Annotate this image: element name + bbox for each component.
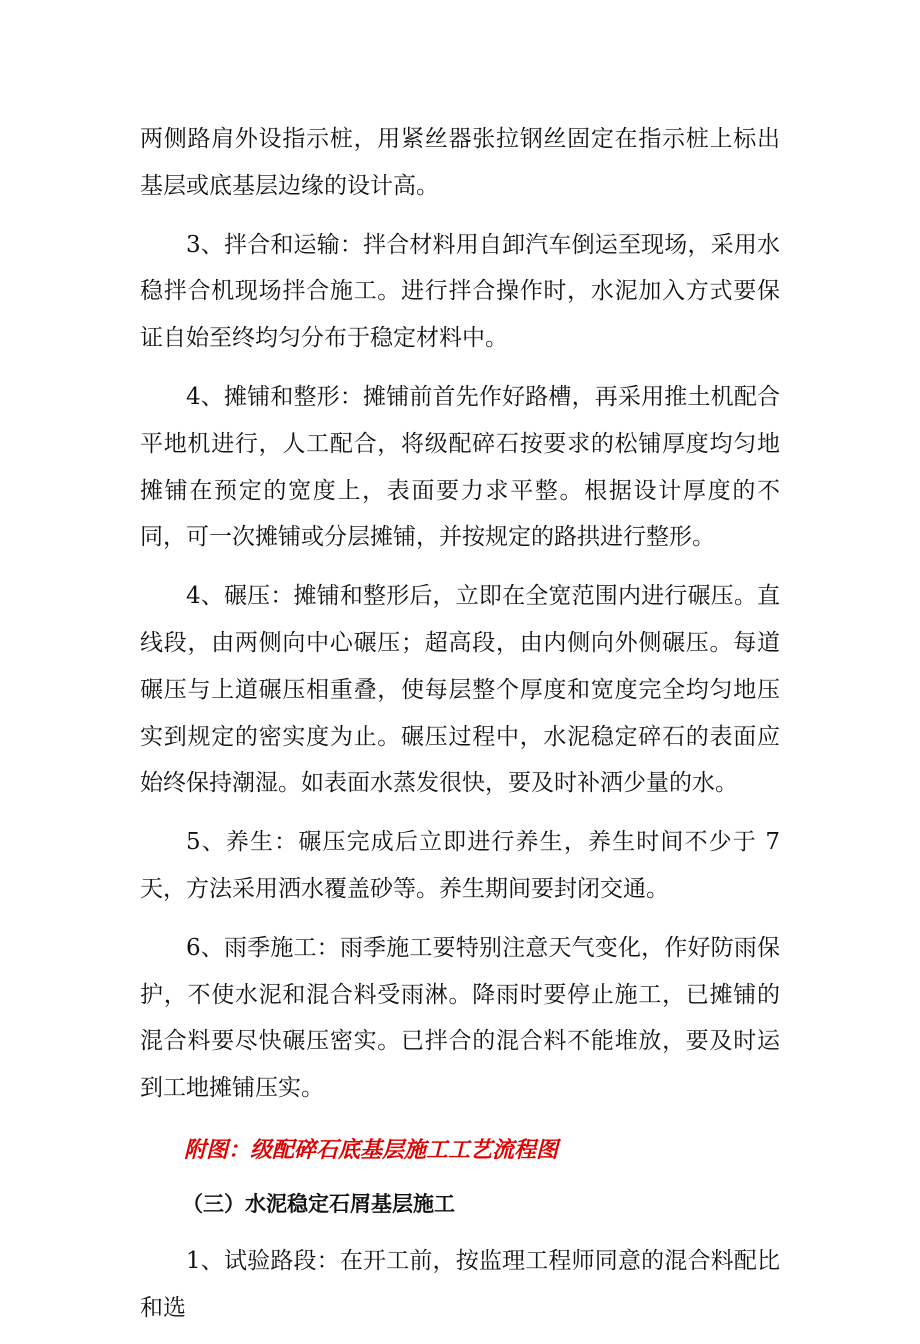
- paragraph-rolling: 4、碾压：摊铺和整形后，立即在全宽范围内进行碾压。直线段，由两侧向中心碾压；超高段，由内侧向外侧碾压。每道碾压与上道碾压相重叠，使每层整个厚度和宽度完全均匀地压实到规定的密实度为止。碾压过程中，水泥稳定碎石的表面应始终保持潮湿。如表面水蒸发很快，要及时补洒少量的水。: [140, 583, 780, 797]
- paragraph-curing: 5、养生：碾压完成后立即进行养生，养生时间不少于 7 天，方法采用洒水覆盖砂等。养生期间要封闭交通。: [140, 829, 780, 902]
- section-heading: （三）水泥稳定石屑基层施工: [182, 1191, 455, 1216]
- paragraph-spreading-shaping: 4、摊铺和整形：摊铺前首先作好路槽，再采用推土机配合平地机进行，人工配合，将级配碎石按要求的松铺厚度均匀地摊铺在预定的宽度上，表面要力求平整。根据设计厚度的不同，可一次摊铺或分层摊铺，并按规定的路拱进行整形。: [140, 383, 780, 551]
- paragraph-trial-section: 1、试验路段：在开工前，按监理工程师同意的混合料配比和选: [140, 1247, 780, 1321]
- paragraph-rainy-season: 6、雨季施工：雨季施工要特别注意天气变化，作好防雨保护，不使水泥和混合料受雨淋。降雨时要停止施工，已摊铺的混合料要尽快碾压密实。已拌合的混合料不能堆放，要及时运到工地摊铺压实。: [140, 934, 780, 1102]
- paragraph-mixing-transport: 3、拌合和运输：拌合材料用自卸汽车倒运至现场，采用水稳拌合机现场拌合施工。进行拌合操作时，水泥加入方式要保证自始至终均匀分布于稳定材料中。: [140, 231, 780, 352]
- paragraph-continuation: 两侧路肩外设指示桩，用紧丝器张拉钢丝固定在指示桩上标出基层或底基层边缘的设计高。: [140, 126, 780, 199]
- figure-caption: 附图：级配碎石底基层施工工艺流程图: [184, 1137, 559, 1163]
- document-body: [140, 116, 780, 1344]
